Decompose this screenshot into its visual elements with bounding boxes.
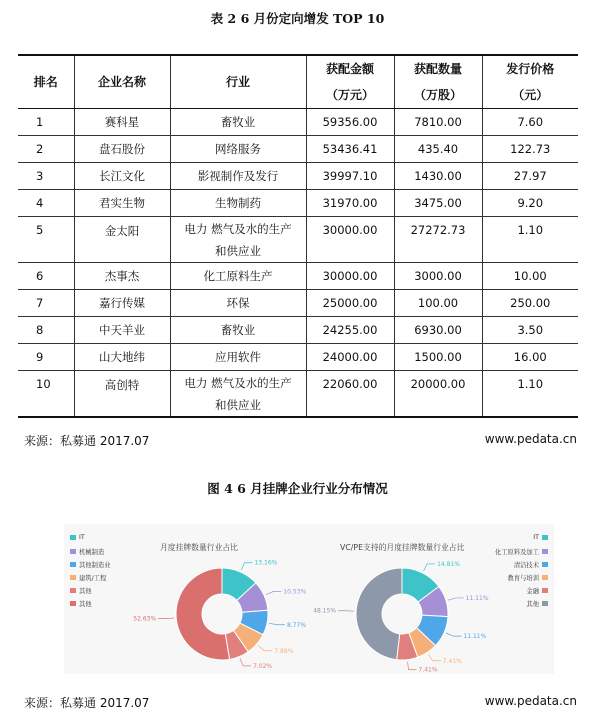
header-price-unit: （元） xyxy=(482,81,578,108)
industry-line: 电力 燃气及水的生产 xyxy=(184,375,292,390)
shares-cell: 1430.00 xyxy=(394,162,482,189)
amount-cell: 30000.00 xyxy=(306,216,394,262)
legend-label: 建筑/工程 xyxy=(79,575,107,582)
industry-cell xyxy=(170,135,306,162)
legend-swatch xyxy=(70,575,76,580)
label-leader-line xyxy=(266,592,281,595)
donut-slice xyxy=(356,568,402,660)
industry-distribution-figure xyxy=(64,524,554,674)
rank-cell: 1 xyxy=(18,108,74,135)
company-cell: 赛科星 xyxy=(74,108,170,135)
legend-swatch xyxy=(542,601,548,606)
legend-swatch xyxy=(70,549,76,554)
table-row xyxy=(18,108,578,135)
left-legend-item xyxy=(70,534,85,541)
industry-line-2: 和供应业 xyxy=(215,397,261,412)
slice-percent-label: 7.02% xyxy=(253,662,273,670)
slice-percent-label: 13.16% xyxy=(254,559,278,567)
company-cell: 君实生物 xyxy=(74,189,170,216)
rank-cell: 8 xyxy=(18,316,74,343)
amount-cell: 39997.10 xyxy=(306,162,394,189)
legend-swatch xyxy=(542,549,548,554)
legend-label: IT xyxy=(533,534,539,541)
table-title: 表 2 6 月份定向增发 TOP 10 xyxy=(210,11,385,26)
amount-cell: 24000.00 xyxy=(306,343,394,370)
table-row xyxy=(18,135,578,162)
industry-cell xyxy=(170,343,306,370)
table-row xyxy=(18,262,578,289)
header-rank: 排名 xyxy=(18,55,74,108)
legend-label: 教育与培训 xyxy=(507,575,539,582)
header-industry: 行业 xyxy=(170,55,306,108)
left-legend-item xyxy=(70,599,92,608)
label-leader-line xyxy=(448,598,464,600)
slice-percent-label: 7.41% xyxy=(418,666,438,674)
industry-cell xyxy=(170,289,306,316)
company-cell: 金太阳 xyxy=(74,216,170,262)
label-leader-line xyxy=(446,633,461,636)
header-price: 发行价格 xyxy=(482,55,578,81)
amount-cell: 30000.00 xyxy=(306,262,394,289)
slice-percent-label: 10.53% xyxy=(283,588,307,596)
table-row xyxy=(18,370,578,417)
industry-line: 化工原料生产 xyxy=(203,268,273,283)
company-cell: 长江文化 xyxy=(74,162,170,189)
industry-cell xyxy=(170,216,306,262)
company-cell: 山大地纬 xyxy=(74,343,170,370)
industry-line: 畜牧业 xyxy=(220,114,256,129)
price-cell: 3.50 xyxy=(482,316,578,343)
rank-cell: 10 xyxy=(18,370,74,417)
label-leader-line xyxy=(158,618,174,619)
legend-label: 机械制造 xyxy=(79,549,105,556)
right-chart-title: VC/PE支持的月度挂牌数量行业占比 xyxy=(340,543,465,552)
industry-line: 生物制药 xyxy=(215,195,261,210)
legend-label: IT xyxy=(79,534,85,541)
shares-cell: 20000.00 xyxy=(394,370,482,417)
rank-cell: 6 xyxy=(18,262,74,289)
label-leader-line xyxy=(428,654,440,661)
legend-swatch xyxy=(542,535,548,540)
left-chart-title: 月度挂牌数量行业占比 xyxy=(160,543,238,552)
table-row xyxy=(18,189,578,216)
placement-table xyxy=(18,54,578,418)
legend-swatch xyxy=(542,562,548,567)
industry-cell xyxy=(170,189,306,216)
price-cell: 16.00 xyxy=(482,343,578,370)
company-cell: 嘉行传媒 xyxy=(74,289,170,316)
right-legend-item xyxy=(514,560,548,569)
legend-swatch xyxy=(70,535,76,540)
industry-cell xyxy=(170,316,306,343)
donut-charts xyxy=(64,524,554,674)
right-legend-item xyxy=(495,547,548,556)
legend-swatch xyxy=(70,562,76,567)
amount-cell: 24255.00 xyxy=(306,316,394,343)
legend-swatch xyxy=(70,588,76,593)
shares-cell: 435.40 xyxy=(394,135,482,162)
table-source: 来源：私募通 2017.07 xyxy=(24,434,150,448)
shares-cell: 1500.00 xyxy=(394,343,482,370)
donut-slice xyxy=(176,568,230,660)
figure-source: 来源：私募通 2017.07 xyxy=(24,696,150,710)
price-cell: 27.97 xyxy=(482,162,578,189)
shares-cell: 3000.00 xyxy=(394,262,482,289)
shares-cell: 100.00 xyxy=(394,289,482,316)
industry-cell xyxy=(170,370,306,417)
legend-label: 清洁技术 xyxy=(513,562,539,569)
table-row xyxy=(18,316,578,343)
company-cell: 中天羊业 xyxy=(74,316,170,343)
slice-percent-label: 7.41% xyxy=(442,657,462,665)
right-legend-item xyxy=(508,573,548,582)
price-cell: 9.20 xyxy=(482,189,578,216)
table-header-row xyxy=(18,55,578,81)
price-cell: 7.60 xyxy=(482,108,578,135)
price-cell: 1.10 xyxy=(482,216,578,262)
slice-percent-label: 52.63% xyxy=(133,615,157,623)
industry-line: 应用软件 xyxy=(215,349,261,364)
price-cell: 10.00 xyxy=(482,262,578,289)
label-leader-line xyxy=(258,646,272,651)
figure-source-url: www.pedata.cn xyxy=(484,694,577,708)
left-legend-item xyxy=(70,586,92,595)
left-legend-item xyxy=(70,547,104,556)
legend-label: 化工原料及加工 xyxy=(494,549,539,556)
legend-label: 其他 xyxy=(79,588,92,595)
rank-cell: 2 xyxy=(18,135,74,162)
rank-cell: 7 xyxy=(18,289,74,316)
label-leader-line xyxy=(424,564,436,571)
right-legend-item xyxy=(526,599,548,608)
legend-label: 金融 xyxy=(526,588,539,595)
legend-label: 其他制造业 xyxy=(79,562,111,569)
legend-swatch xyxy=(542,575,548,580)
industry-line: 网络服务 xyxy=(215,141,261,156)
amount-cell: 31970.00 xyxy=(306,189,394,216)
left-legend-item xyxy=(70,573,106,582)
header-amount: 获配金额 xyxy=(306,55,394,81)
shares-cell: 3475.00 xyxy=(394,189,482,216)
industry-cell xyxy=(170,262,306,289)
industry-line: 环保 xyxy=(226,295,250,310)
slice-percent-label: 48.15% xyxy=(313,607,337,615)
legend-label: 其他 xyxy=(526,601,539,608)
shares-cell: 7810.00 xyxy=(394,108,482,135)
slice-percent-label: 14.81% xyxy=(437,560,461,568)
slice-percent-label: 7.89% xyxy=(274,647,294,655)
slice-percent-label: 11.11% xyxy=(465,594,489,602)
industry-line: 畜牧业 xyxy=(220,322,256,337)
rank-cell: 5 xyxy=(18,216,74,262)
industry-line-2: 和供应业 xyxy=(215,243,261,258)
amount-cell: 59356.00 xyxy=(306,108,394,135)
company-cell: 高创特 xyxy=(74,370,170,417)
table-source-url: www.pedata.cn xyxy=(484,432,577,446)
company-cell: 杰事杰 xyxy=(74,262,170,289)
table-row xyxy=(18,216,578,262)
shares-cell: 6930.00 xyxy=(394,316,482,343)
industry-cell xyxy=(170,162,306,189)
header-company: 企业名称 xyxy=(74,55,170,108)
slice-percent-label: 8.77% xyxy=(286,621,307,629)
slice-percent-label: 11.11% xyxy=(463,633,487,641)
legend-swatch xyxy=(542,588,548,593)
rank-cell: 4 xyxy=(18,189,74,216)
table-row xyxy=(18,289,578,316)
legend-swatch xyxy=(70,601,76,606)
amount-cell: 53436.41 xyxy=(306,135,394,162)
label-leader-line xyxy=(241,563,252,570)
left-legend-item xyxy=(70,560,110,569)
price-cell: 122.73 xyxy=(482,135,578,162)
company-cell: 盘石股份 xyxy=(74,135,170,162)
shares-cell: 27272.73 xyxy=(394,216,482,262)
price-cell: 1.10 xyxy=(482,370,578,417)
table-row xyxy=(18,162,578,189)
rank-cell: 3 xyxy=(18,162,74,189)
table-row xyxy=(18,343,578,370)
industry-cell xyxy=(170,108,306,135)
label-leader-line xyxy=(269,623,285,625)
label-leader-line xyxy=(240,658,251,665)
right-legend-item xyxy=(526,586,548,595)
industry-line: 电力 燃气及水的生产 xyxy=(184,221,292,236)
amount-cell: 25000.00 xyxy=(306,289,394,316)
legend-label: 其他 xyxy=(79,601,92,608)
label-leader-line xyxy=(408,662,417,670)
figure-title: 图 4 6 月挂牌企业行业分布情况 xyxy=(207,481,388,496)
header-amount-unit: （万元） xyxy=(306,81,394,108)
header-shares-unit: （万股） xyxy=(394,81,482,108)
right-legend-item xyxy=(533,534,548,541)
price-cell: 250.00 xyxy=(482,289,578,316)
amount-cell: 22060.00 xyxy=(306,370,394,417)
rank-cell: 9 xyxy=(18,343,74,370)
header-shares: 获配数量 xyxy=(394,55,482,81)
industry-line: 影视制作及发行 xyxy=(197,168,279,183)
